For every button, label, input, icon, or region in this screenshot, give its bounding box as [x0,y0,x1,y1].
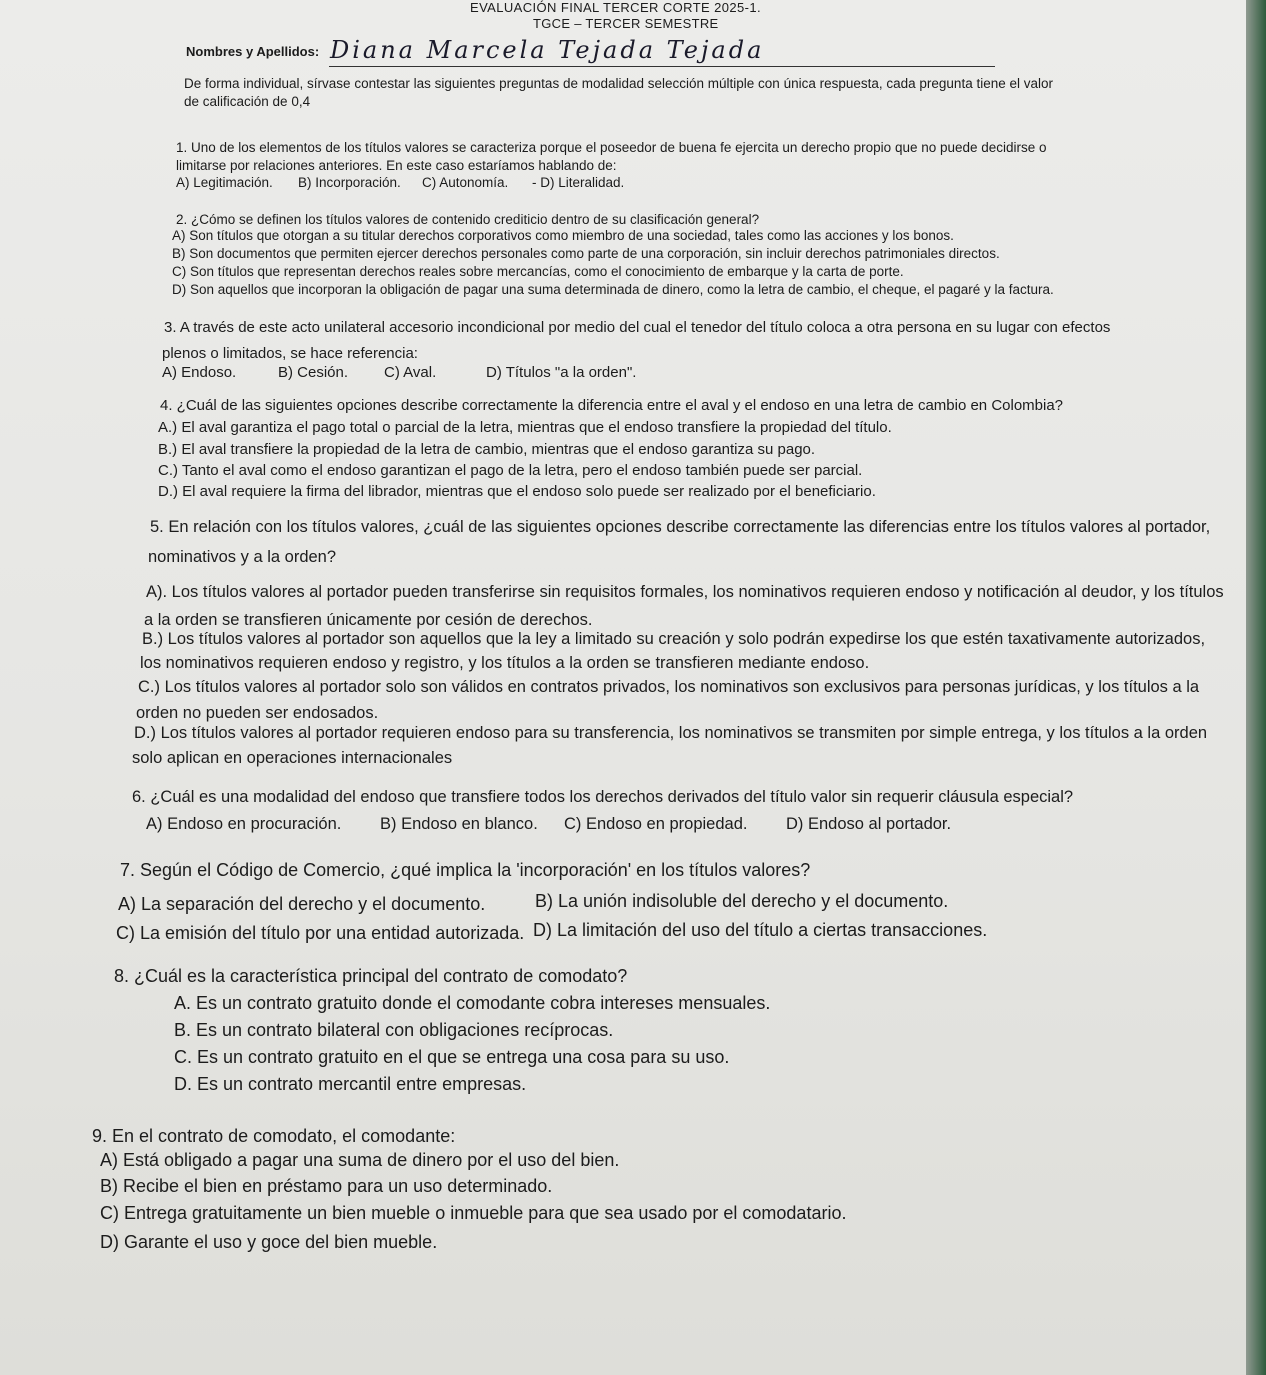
q8-option-a: A. Es un contrato gratuito donde el comodante cobra intereses mensuales. [174,993,771,1013]
q5-option-b-line-2: los nominativos requieren endoso y registro, y los títulos a la orden se transfieren mediante endoso. [140,654,870,672]
q3-option-a: A) Endoso. [162,364,237,381]
name-underline [329,66,995,67]
q9-option-c: C) Entrega gratuitamente un bien mueble o inmueble para que sea usado por el comodatario. [100,1203,847,1223]
q1-option-c: C) Autonomía. [422,175,509,190]
q5-option-c-line-1: C.) Los títulos valores al portador solo son válidos en contratos privados, los nominativos son exclusivos para personas jurídicas, y los títulos a la [138,678,1200,696]
q5-option-c-line-2: orden no pueden ser endosados. [136,704,379,722]
q3-option-d: D) Títulos "a la orden". [486,364,637,381]
green-surface-edge [1246,0,1266,1375]
q6-stem: 6. ¿Cuál es una modalidad del endoso que transfiere todos los derechos derivados del título valor sin requerir cláusula especial? [132,788,1074,806]
q1-stem-line-1: 1. Uno de los elementos de los títulos valores se caracteriza porque el poseedor de buena fe ejercita un derecho propio que no puede decidirse o [176,140,1047,155]
q6-option-c: C) Endoso en propiedad. [564,815,748,833]
q5-stem-line-2: nominativos y a la orden? [148,548,337,566]
q5-option-d-line-2: solo aplican en operaciones internacionales [132,749,453,767]
q1-option-d: - D) Literalidad. [532,175,625,190]
q3-option-c: C) Aval. [384,364,437,381]
q8-option-c: C. Es un contrato gratuito en el que se entrega una cosa para su uso. [174,1047,730,1067]
q7-option-c: C) La emisión del título por una entidad autorizada. [116,923,525,943]
instructions-line-2: de calificación de 0,4 [184,94,311,109]
q8-stem: 8. ¿Cuál es la característica principal del contrato de comodato? [114,966,628,986]
instructions-line-1: De forma individual, sírvase contestar las siguientes preguntas de modalidad selección múltiple con única respuesta, cada pregunta tiene el valor [184,76,1053,91]
name-label: Nombres y Apellidos: [186,44,320,59]
q9-option-b: B) Recibe el bien en préstamo para un uso determinado. [100,1176,553,1196]
q5-option-d-line-1: D.) Los títulos valores al portador requieren endoso para su transferencia, los nominativos se transmiten por simple entrega, y los títulos a la orden [134,724,1208,742]
q5-option-b-line-1: B.) Los títulos valores al portador son aquellos que la ley a limitado su creación y solo podrán expedirse los que estén taxativamente autorizados, [142,630,1206,648]
q9-option-a: A) Está obligado a pagar una suma de dinero por el uso del bien. [100,1150,620,1170]
q7-option-a: A) La separación del derecho y el documento. [118,894,486,914]
q9-option-d: D) Garante el uso y goce del bien mueble. [100,1232,438,1252]
q3-option-b: B) Cesión. [278,364,349,381]
q1-option-a: A) Legitimación. [176,175,273,190]
q7-stem: 7. Según el Código de Comercio, ¿qué implica la 'incorporación' en los títulos valores? [120,860,811,880]
q1-stem-line-2: limitarse por relaciones anteriores. En este caso estaríamos hablando de: [176,158,617,173]
q5-option-a-line-1: A). Los títulos valores al portador pueden transferirse sin requisitos formales, los nominativos requieren endoso y notificación al deudor, y los títulos [146,583,1224,601]
q7-option-d: D) La limitación del uso del título a ciertas transacciones. [533,920,988,940]
q4-option-c: C.) Tanto el aval como el endoso garantizan el pago de la letra, pero el endoso también puede ser parcial. [158,462,863,479]
q2-option-b: B) Son documentos que permiten ejercer derechos personales como parte de una corporación, sin incluir derechos patrimoniales directos. [172,246,1000,261]
q3-stem-line-1: 3. A través de este acto unilateral accesorio incondicional por medio del cual el tenedor del título coloca a otra persona en su lugar con efectos [164,319,1111,336]
q4-option-d: D.) El aval requiere la firma del librador, mientras que el endoso solo puede ser realizado por el beneficiario. [158,483,876,500]
q9-stem: 9. En el contrato de comodato, el comodante: [92,1126,456,1146]
q6-option-b: B) Endoso en blanco. [380,815,538,833]
q2-option-d: D) Son aquellos que incorporan la obligación de pagar una suma determinada de dinero, como la letra de cambio, el cheque, el pagaré y la factura. [172,282,1054,297]
q7-option-b: B) La unión indisoluble del derecho y el documento. [535,891,949,911]
q1-option-b: B) Incorporación. [298,175,401,190]
q2-option-a: A) Son títulos que otorgan a su titular derechos corporativos como miembro de una sociedad, tales como las acciones y los bonos. [172,228,954,243]
exam-title: EVALUACIÓN FINAL TERCER CORTE 2025-1. [470,0,762,15]
handwritten-name: Diana Marcela Tejada Tejada [330,36,765,64]
q4-stem: 4. ¿Cuál de las siguientes opciones describe correctamente la diferencia entre el aval y el endoso en una letra de cambio en Colombia? [160,397,1064,414]
q6-option-d: D) Endoso al portador. [786,815,952,833]
q4-option-b: B.) El aval transfiere la propiedad de la letra de cambio, mientras que el endoso garantiza su pago. [158,441,816,458]
q6-option-a: A) Endoso en procuración. [146,815,342,833]
q2-stem: 2. ¿Cómo se definen los títulos valores de contenido crediticio dentro de su clasificación general? [176,212,760,227]
q5-stem-line-1: 5. En relación con los títulos valores, ¿cuál de las siguientes opciones describe correctamente las diferencias entre los títulos valores al portador, [150,518,1211,536]
q8-option-b: B. Es un contrato bilateral con obligaciones recíprocas. [174,1020,614,1040]
exam-subtitle: TGCE – TERCER SEMESTRE [533,16,719,31]
q3-stem-line-2: plenos o limitados, se hace referencia: [162,345,418,362]
q2-option-c: C) Son títulos que representan derechos reales sobre mercancías, como el conocimiento de embarque y la carta de porte. [172,264,904,279]
q8-option-d: D. Es un contrato mercantil entre empresas. [174,1074,527,1094]
q4-option-a: A.) El aval garantiza el pago total o parcial de la letra, mientras que el endoso transfiere la propiedad del título. [158,419,892,436]
q5-option-a-line-2: a la orden se transfieren únicamente por cesión de derechos. [144,611,593,629]
